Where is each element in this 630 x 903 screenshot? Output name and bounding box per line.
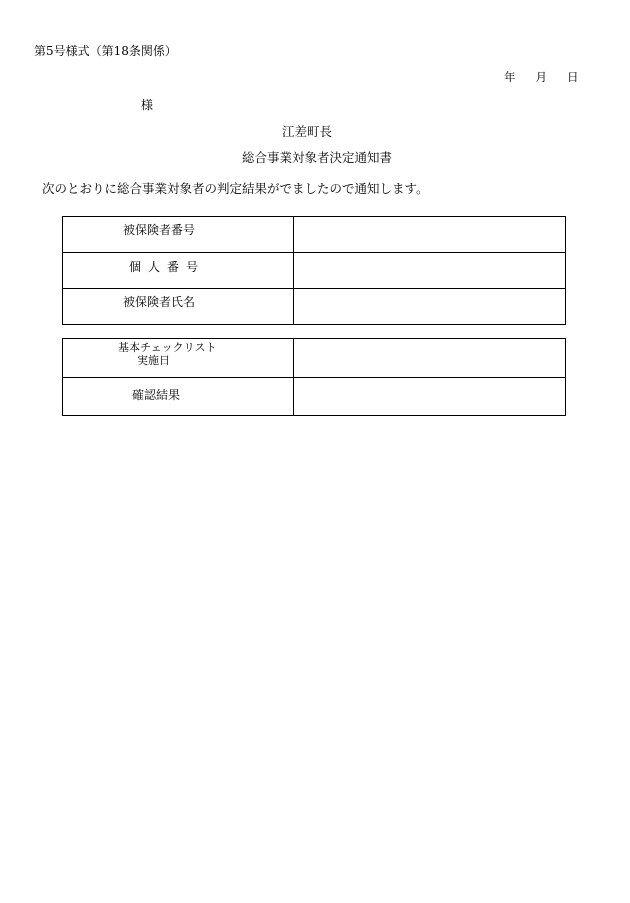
table-row <box>63 289 566 325</box>
document-title: 総合事業対象者決定通知書 <box>242 150 393 165</box>
insured-number-label: 被保険者番号 <box>123 223 196 237</box>
insured-info-table <box>62 216 566 325</box>
checklist-date-label-cell <box>63 339 294 378</box>
table-row <box>63 217 566 253</box>
checklist-date-value-cell[interactable] <box>293 339 565 378</box>
issue-date <box>504 69 579 85</box>
checklist-date-label-line2: 実施日 <box>137 354 170 367</box>
date-month-label: 月 <box>535 70 547 84</box>
insured-number-value-cell[interactable] <box>293 217 565 253</box>
checklist-date-label-line1: 基本チェックリスト <box>118 341 217 354</box>
confirmation-result-value-cell[interactable] <box>293 378 565 416</box>
insured-name-value-cell[interactable] <box>293 289 565 325</box>
personal-number-label: 個人番号 <box>129 260 206 274</box>
confirmation-result-label-cell <box>63 378 294 416</box>
insured-name-label: 被保険者氏名 <box>123 295 196 309</box>
personal-number-value-cell[interactable] <box>293 253 565 289</box>
issuer-name: 江差町長 <box>282 124 333 139</box>
date-day-label: 日 <box>567 70 579 84</box>
table-row <box>63 253 566 289</box>
personal-number-label-cell <box>63 253 294 289</box>
confirmation-result-label: 確認結果 <box>132 388 181 402</box>
insured-name-label-cell <box>63 289 294 325</box>
table-row <box>63 378 566 416</box>
table-row <box>63 339 566 378</box>
insured-number-label-cell <box>63 217 294 253</box>
checklist-date-label <box>63 341 293 367</box>
addressee-suffix: 様 <box>141 98 154 112</box>
notice-body-text: 次のとおりに総合事業対象者の判定結果がでましたので通知します。 <box>42 181 429 196</box>
checklist-result-table <box>62 338 566 416</box>
form-number: 第5号様式（第18条関係） <box>34 44 177 58</box>
date-year-label: 年 <box>504 70 516 84</box>
